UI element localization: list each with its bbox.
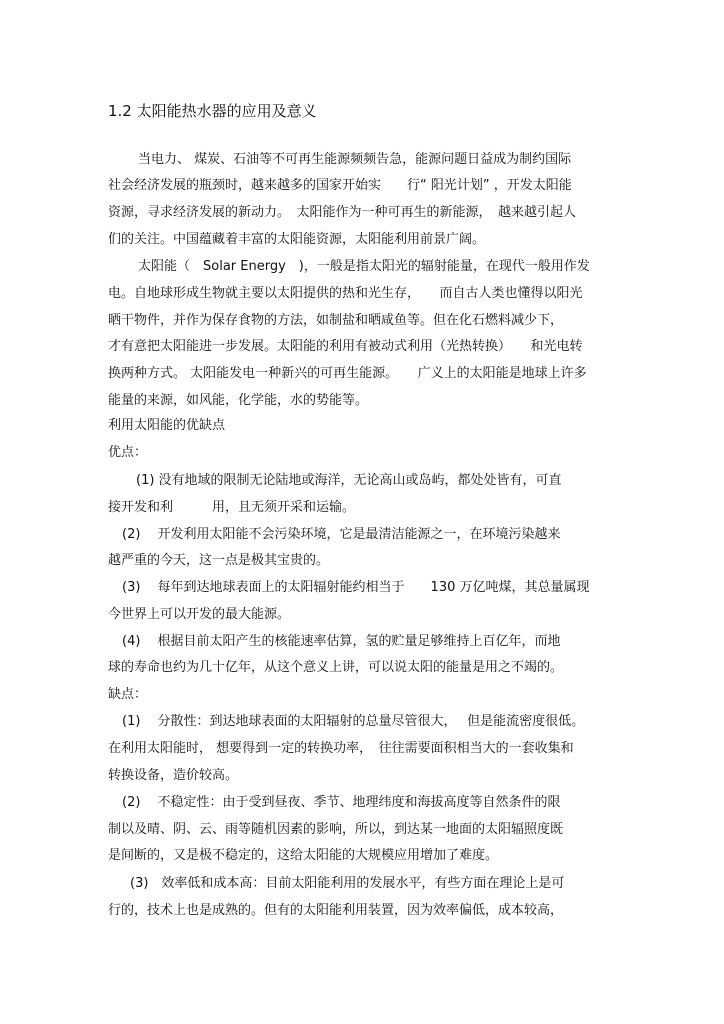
text-line: 电。自地球形成生物就主要以太阳提供的热和光生存， 而自古人类也懂得以阳光 xyxy=(108,286,583,301)
text-line: 太阳能（ Solar Energy )，一般是指太阳光的辐射能量，在现代一般用作发 xyxy=(138,259,590,274)
text-line: 行的，技术上也是成熟的。但有的太阳能利用装置，因为效率偏低，成本较高， xyxy=(108,903,564,918)
text-line: 才有意把太阳能进一步发展。太阳能的利用有被动式利用（光热转换） 和光电转 xyxy=(108,339,583,354)
text-line: (2) 开发利用太阳能不会污染环境，它是最清洁能源之一，在环境污染越来 xyxy=(122,527,561,542)
text-line: (1) 分散性：到达地球表面的太阳辐射的总量尽管很大， 但是能流密度很低。 xyxy=(122,714,585,729)
subheading-cons: 缺点： xyxy=(108,687,148,702)
text-line: (1) 没有地域的限制无论陆地或海洋，无论高山或岛屿，都处处皆有，可直 xyxy=(136,473,562,488)
text-line: 今世界上可以开发的最大能源。 xyxy=(108,607,291,622)
text-line: 在利用太阳能时， 想要得到一定的转换功率， 往往需要面积相当大的一套收集和 xyxy=(108,741,574,756)
text-line: 换两种方式。 太阳能发电一种新兴的可再生能源。 广义上的太阳能是地球上许多 xyxy=(108,366,587,381)
text-line: 能量的来源，如风能，化学能，水的势能等。 xyxy=(108,393,369,408)
text-line: 晒干物件，并作为保存食物的方法，如制盐和晒咸鱼等。但在化石燃料减少下， xyxy=(108,313,564,328)
text-line: 转换设备，造价较高。 xyxy=(108,768,239,783)
text-line: 社会经济发展的瓶颈时，越来越多的国家开始实 行“ 阳光计划” ，开发太阳能 xyxy=(108,178,572,193)
text-line: 们的关注。中国蕴藏着丰富的太阳能资源，太阳能利用前景广阔。 xyxy=(108,232,486,247)
text-line: (2) 不稳定性：由于受到昼夜、季节、地理纬度和海拔高度等自然条件的限 xyxy=(122,795,561,810)
text-line: (4) 根据目前太阳产生的核能速率估算，氢的贮量足够维持上百亿年，而地 xyxy=(122,634,561,649)
text-line: 是间断的，又是极不稳定的，这给太阳能的大规模应用增加了难度。 xyxy=(108,848,499,863)
text-line: (3) 每年到达地球表面上的太阳辐射能约相当于 130 万亿吨煤，其总量属现 xyxy=(122,580,590,595)
text-line: 越严重的今天，这一点是极其宝贵的。 xyxy=(108,553,330,568)
text-line: 球的寿命也约为几十亿年，从这个意义上讲，可以说太阳的能量是用之不竭的。 xyxy=(108,660,564,675)
section-heading xyxy=(108,100,317,121)
section-title: 太阳能热水器的应用及意义 xyxy=(136,102,317,120)
subheading-pros-cons: 利用太阳能的优缺点 xyxy=(108,418,226,433)
text-line: 制以及晴、阴、云、雨等随机因素的影响，所以，到达某一地面的太阳辐照度既 xyxy=(108,822,564,837)
text-line: 接开发和利 用，且无须开采和运输。 xyxy=(108,500,356,515)
subheading-pros: 优点： xyxy=(108,445,148,460)
section-number: 1.2 xyxy=(108,102,132,120)
text-line: 资源，寻求经济发展的新动力。 太阳能作为一种可再生的新能源， 越来越引起人 xyxy=(108,205,577,220)
text-line: (3) 效率低和成本高：目前太阳能利用的发展水平，有些方面在理论上是可 xyxy=(130,876,565,891)
text-line: 当电力、 煤炭、石油等不可再生能源频频告急，能源问题日益成为制约国际 xyxy=(138,152,572,167)
